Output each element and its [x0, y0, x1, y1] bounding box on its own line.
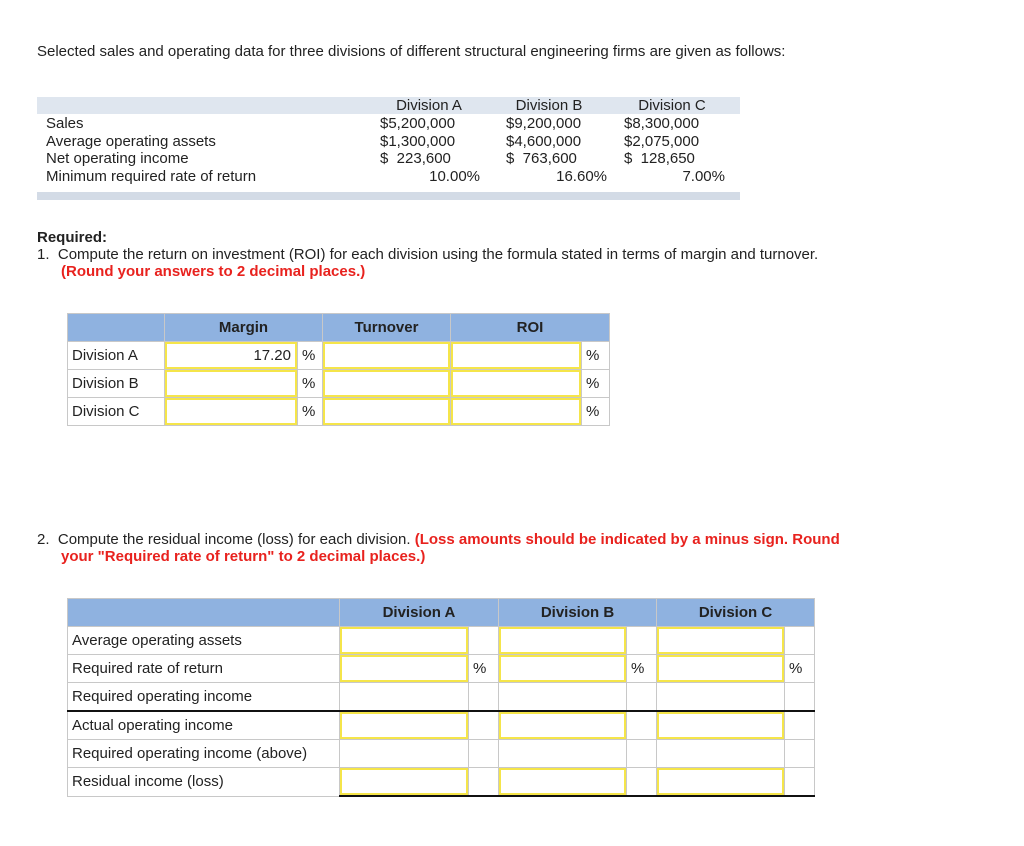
data-table [37, 97, 740, 201]
pct-sign: % [298, 370, 323, 398]
value-c-noi: $ 128,650 [624, 150, 695, 167]
q2-text: Compute the residual income (loss) for each division. [57, 531, 411, 548]
blank-cell [627, 711, 657, 740]
row-label-min-rate: Minimum required rate of return [46, 168, 257, 185]
ri-header-division-a: Division A [340, 599, 499, 627]
ri-row-label: Actual operating income [68, 711, 340, 740]
pct-sign: % [627, 655, 657, 683]
roi-row-label: Division B [68, 370, 165, 398]
value-b-noi: $ 763,600 [506, 150, 577, 167]
row-label-noi: Net operating income [46, 150, 189, 167]
q1-note: (Round your answers to 2 decimal places.) [61, 263, 366, 280]
roi-input-c[interactable] [451, 398, 581, 425]
roi-input-a[interactable] [451, 342, 581, 369]
turnover-input-b[interactable] [323, 370, 450, 397]
blank-cell [469, 711, 499, 740]
blank-cell [469, 683, 499, 712]
ri-header-division-b: Division B [499, 599, 657, 627]
col-head-division-a: Division A [396, 97, 462, 114]
turnover-input-c[interactable] [323, 398, 450, 425]
blank-cell [499, 683, 627, 712]
pct-sign: % [298, 342, 323, 370]
blank-cell [785, 627, 815, 655]
residual-input-c[interactable] [657, 768, 784, 795]
rate-input-a[interactable] [340, 655, 468, 682]
table-row [68, 768, 815, 797]
roi-header-turnover: Turnover [323, 314, 451, 342]
blank-cell [340, 683, 469, 712]
avg-assets-input-b[interactable] [499, 627, 626, 654]
blank-cell [627, 740, 657, 768]
table-row [68, 398, 610, 426]
q2-number: 2. [37, 531, 50, 548]
q2-section [37, 531, 857, 565]
value-c-sales: $8,300,000 [624, 115, 700, 132]
blank-cell [627, 768, 657, 797]
pct-sign: % [582, 342, 610, 370]
table-row [68, 627, 815, 655]
row-label-avg-assets: Average operating assets [46, 133, 216, 150]
blank-cell [499, 740, 627, 768]
blank-cell [785, 683, 815, 712]
row-label-sales: Sales [46, 115, 84, 132]
value-a-sales: $5,200,000 [380, 115, 456, 132]
blank-cell [657, 683, 785, 712]
margin-input-c[interactable] [165, 398, 297, 425]
actual-income-input-b[interactable] [499, 712, 626, 739]
residual-input-a[interactable] [340, 768, 468, 795]
col-head-division-b: Division B [515, 97, 583, 114]
actual-income-input-c[interactable] [657, 712, 784, 739]
blank-cell [785, 711, 815, 740]
value-a-noi: $ 223,600 [380, 150, 451, 167]
roi-row-label: Division C [68, 398, 165, 426]
avg-assets-input-a[interactable] [340, 627, 468, 654]
blank-cell [657, 740, 785, 768]
blank-cell [340, 740, 469, 768]
pct-sign: % [785, 655, 815, 683]
value-a-rate: 10.00% [429, 168, 480, 185]
required-heading: Required: [37, 229, 108, 246]
q1-text: Compute the return on investment (ROI) for each division using the formula stated in terms of margin and turnover. [57, 246, 819, 263]
ri-header-blank [68, 599, 340, 627]
ri-row-label: Residual income (loss) [68, 768, 340, 797]
actual-income-input-a[interactable] [340, 712, 468, 739]
pct-sign: % [298, 398, 323, 426]
pct-sign: % [582, 370, 610, 398]
ri-row-label: Required operating income [68, 683, 340, 712]
intro-text: Selected sales and operating data for three divisions of different structural engineering firms are given as follows: [37, 43, 786, 60]
required-section [37, 229, 837, 280]
q1-number: 1. [37, 246, 50, 263]
roi-input-b[interactable] [451, 370, 581, 397]
table-row [68, 711, 815, 740]
roi-header-blank [68, 314, 165, 342]
table-row [68, 655, 815, 683]
pct-sign: % [582, 398, 610, 426]
roi-row-label: Division A [68, 342, 165, 370]
roi-table [67, 313, 610, 426]
turnover-input-a[interactable] [323, 342, 450, 369]
table-row [68, 683, 815, 712]
avg-assets-input-c[interactable] [657, 627, 784, 654]
roi-header-margin: Margin [165, 314, 323, 342]
roi-header-roi: ROI [451, 314, 610, 342]
blank-cell [627, 683, 657, 712]
table-row [68, 342, 610, 370]
blank-cell [627, 627, 657, 655]
ri-row-label: Required rate of return [68, 655, 340, 683]
value-b-rate: 16.60% [556, 168, 607, 185]
margin-input-b[interactable] [165, 370, 297, 397]
col-head-division-c: Division C [638, 97, 706, 114]
blank-cell [785, 768, 815, 797]
blank-cell [469, 627, 499, 655]
ri-row-label: Required operating income (above) [68, 740, 340, 768]
ri-row-label: Average operating assets [68, 627, 340, 655]
table-row [68, 370, 610, 398]
blank-cell [469, 768, 499, 797]
residual-income-table [67, 598, 815, 797]
q2-note: (Loss amounts should be indicated by a minus sign. Round your "Required rate of return" to 2 decimal places.) [61, 531, 840, 565]
pct-sign: % [469, 655, 499, 683]
residual-input-b[interactable] [499, 768, 626, 795]
ri-header-division-c: Division C [657, 599, 815, 627]
value-b-sales: $9,200,000 [506, 115, 582, 132]
margin-input-a[interactable]: 17.20 [165, 342, 297, 369]
value-c-assets: $2,075,000 [624, 133, 700, 150]
value-b-assets: $4,600,000 [506, 133, 582, 150]
rate-input-c[interactable] [657, 655, 784, 682]
table-row [68, 740, 815, 768]
value-a-assets: $1,300,000 [380, 133, 456, 150]
data-table-bottom-bar [37, 192, 740, 200]
blank-cell [469, 740, 499, 768]
blank-cell [785, 740, 815, 768]
value-c-rate: 7.00% [682, 168, 725, 185]
rate-input-b[interactable] [499, 655, 626, 682]
